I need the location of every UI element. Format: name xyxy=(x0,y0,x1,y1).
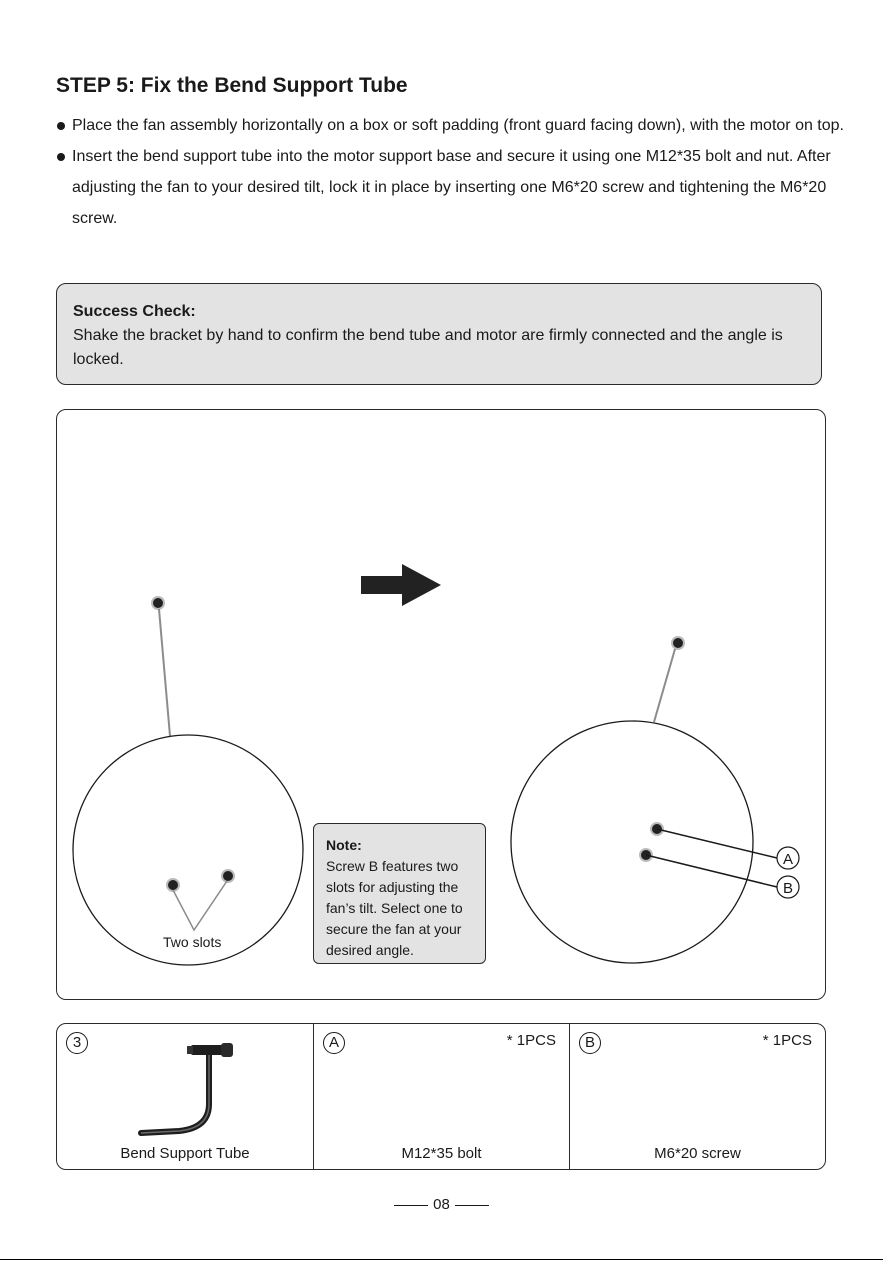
part-cell xyxy=(569,1024,825,1169)
part-badge: 3 xyxy=(66,1032,88,1054)
part-cell xyxy=(313,1024,569,1169)
success-check-text: Shake the bracket by hand to confirm the bend tube and motor are firmly connected and the angle is locked. xyxy=(73,327,783,368)
step-title: STEP 5: Fix the Bend Support Tube xyxy=(56,74,408,97)
instruction-list xyxy=(56,110,846,234)
instruction-item: Place the fan assembly horizontally on a box or soft padding (front guard facing down), with the motor on top. xyxy=(56,110,846,141)
detail-marker-icon xyxy=(672,637,684,649)
note-text: Screw B features two slots for adjusting the fan’s tilt. Select one to secure the fan at your desired angle. xyxy=(326,858,463,958)
detail-circle-right xyxy=(511,721,753,963)
note-heading: Note: xyxy=(326,837,362,853)
instruction-item: Insert the bend support tube into the motor support base and secure it using one M12*35 bolt and nut. After adjusting the fan to your desired tilt, lock it in place by inserting one M6*20 screw and tightening the M6*20 screw. xyxy=(56,141,846,234)
part-name: M6*20 screw xyxy=(654,1145,741,1162)
part-cell xyxy=(57,1024,313,1169)
part-name: M12*35 bolt xyxy=(401,1145,482,1162)
direction-arrow-icon xyxy=(361,564,441,606)
footer-rule xyxy=(394,1205,428,1206)
part-badge: A xyxy=(323,1032,345,1054)
note-box xyxy=(313,823,486,964)
two-slots-label: Two slots xyxy=(163,934,222,950)
callout-a-label: A xyxy=(782,851,794,868)
page-footer xyxy=(0,1196,883,1213)
part-quantity: * 1PCS xyxy=(762,1032,812,1049)
part-name: Bend Support Tube xyxy=(120,1145,250,1162)
bend-tube-icon xyxy=(135,1038,245,1138)
part-badge: B xyxy=(579,1032,601,1054)
page-number: 08 xyxy=(433,1196,450,1213)
footer-rule xyxy=(455,1205,489,1206)
page-bottom-rule xyxy=(0,1259,883,1260)
callout-b-label: B xyxy=(782,880,794,897)
part-quantity: * 1PCS xyxy=(506,1032,556,1049)
success-check-heading: Success Check: xyxy=(73,303,196,320)
slot-marker-icon xyxy=(222,870,234,882)
parts-table xyxy=(56,1023,826,1170)
assembly-diagram xyxy=(56,409,826,1000)
slot-marker-icon xyxy=(167,879,179,891)
detail-circle-left xyxy=(73,735,303,965)
success-check-box xyxy=(56,283,822,385)
detail-marker-icon xyxy=(152,597,164,609)
